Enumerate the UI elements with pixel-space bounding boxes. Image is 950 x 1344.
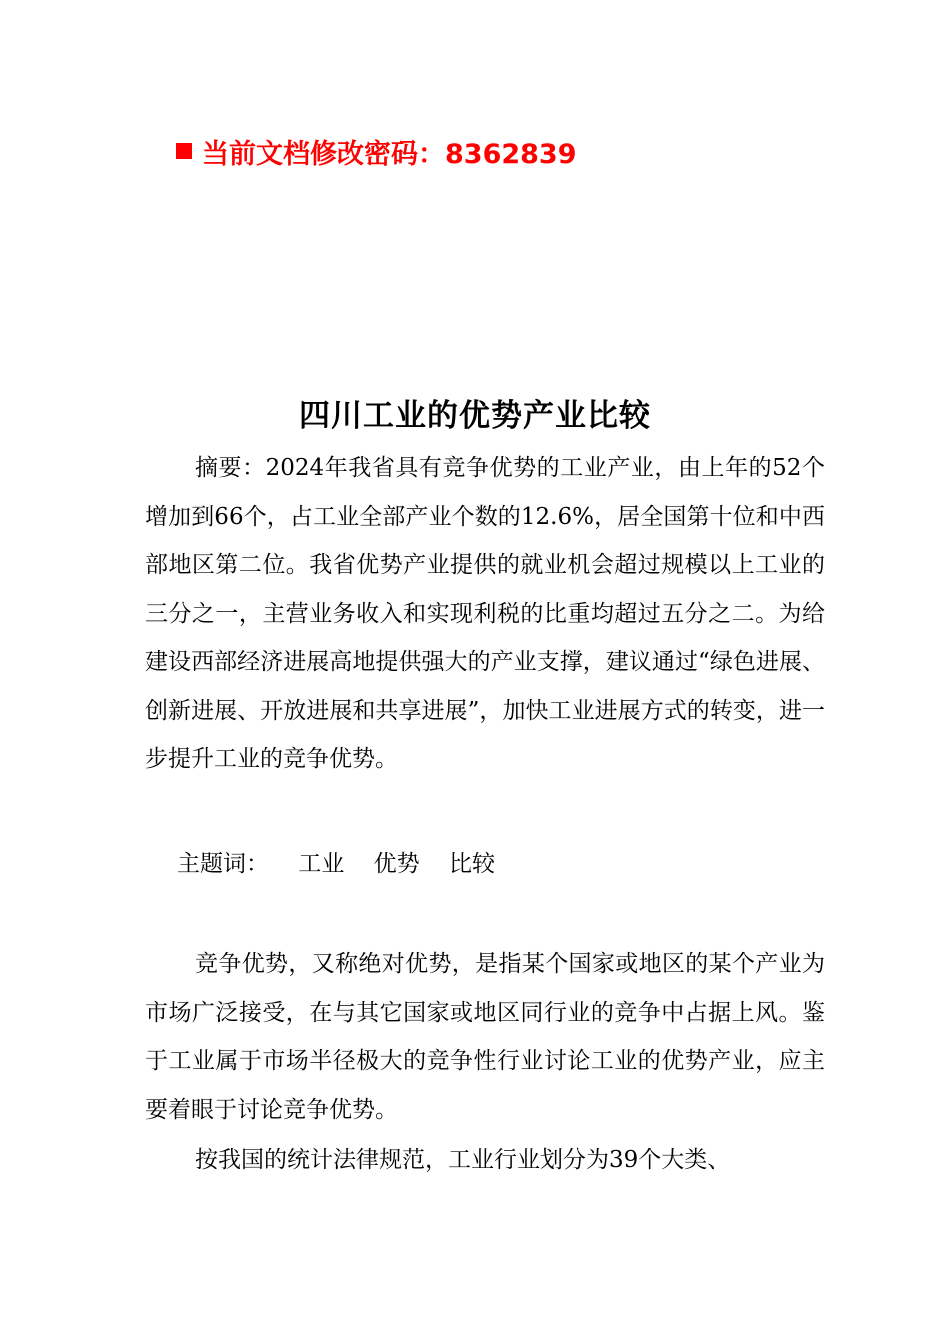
- keyword-item: 工业: [298, 851, 345, 877]
- keywords-line: [177, 840, 495, 888]
- body-paragraph: 按我国的统计法律规范，工业行业划分为39个大类、: [195, 1147, 731, 1173]
- keyword-item: 优势: [373, 851, 420, 877]
- document-title: 四川工业的优势产业比较: [299, 398, 651, 434]
- keywords-label: 主题词：: [177, 851, 269, 877]
- password-notice: [176, 131, 577, 171]
- body-paragraph: 竞争优势，又称绝对优势，是指某个国家或地区的某个产业为市场广泛接受，在与其它国家或地区同行业的竞争中占据上风。鉴于工业属于市场半径极大的竞争性行业讨论工业的优势产业，应主要着眼于讨论竞争优势。: [145, 951, 825, 1123]
- abstract-paragraph: 摘要：2024年我省具有竞争优势的工业产业，由上年的52个增加到66个，占工业全部产业个数的12.6%，居全国第十位和中西部地区第二位。我省优势产业提供的就业机会超过规模以上工业的三分之一，主营业务收入和实现利税的比重均超过五分之二。为给建设西部经济进展高地提供强大的产业支撑，建议通过“绿色进展、创新进展、开放进展和共享进展”，加快工业进展方式的转变，进一步提升工业的竞争优势。: [145, 455, 825, 772]
- red-square-icon: [176, 143, 192, 159]
- password-notice-text: 当前文档修改密码：8362839: [202, 138, 577, 170]
- keyword-item: 比较: [448, 851, 495, 877]
